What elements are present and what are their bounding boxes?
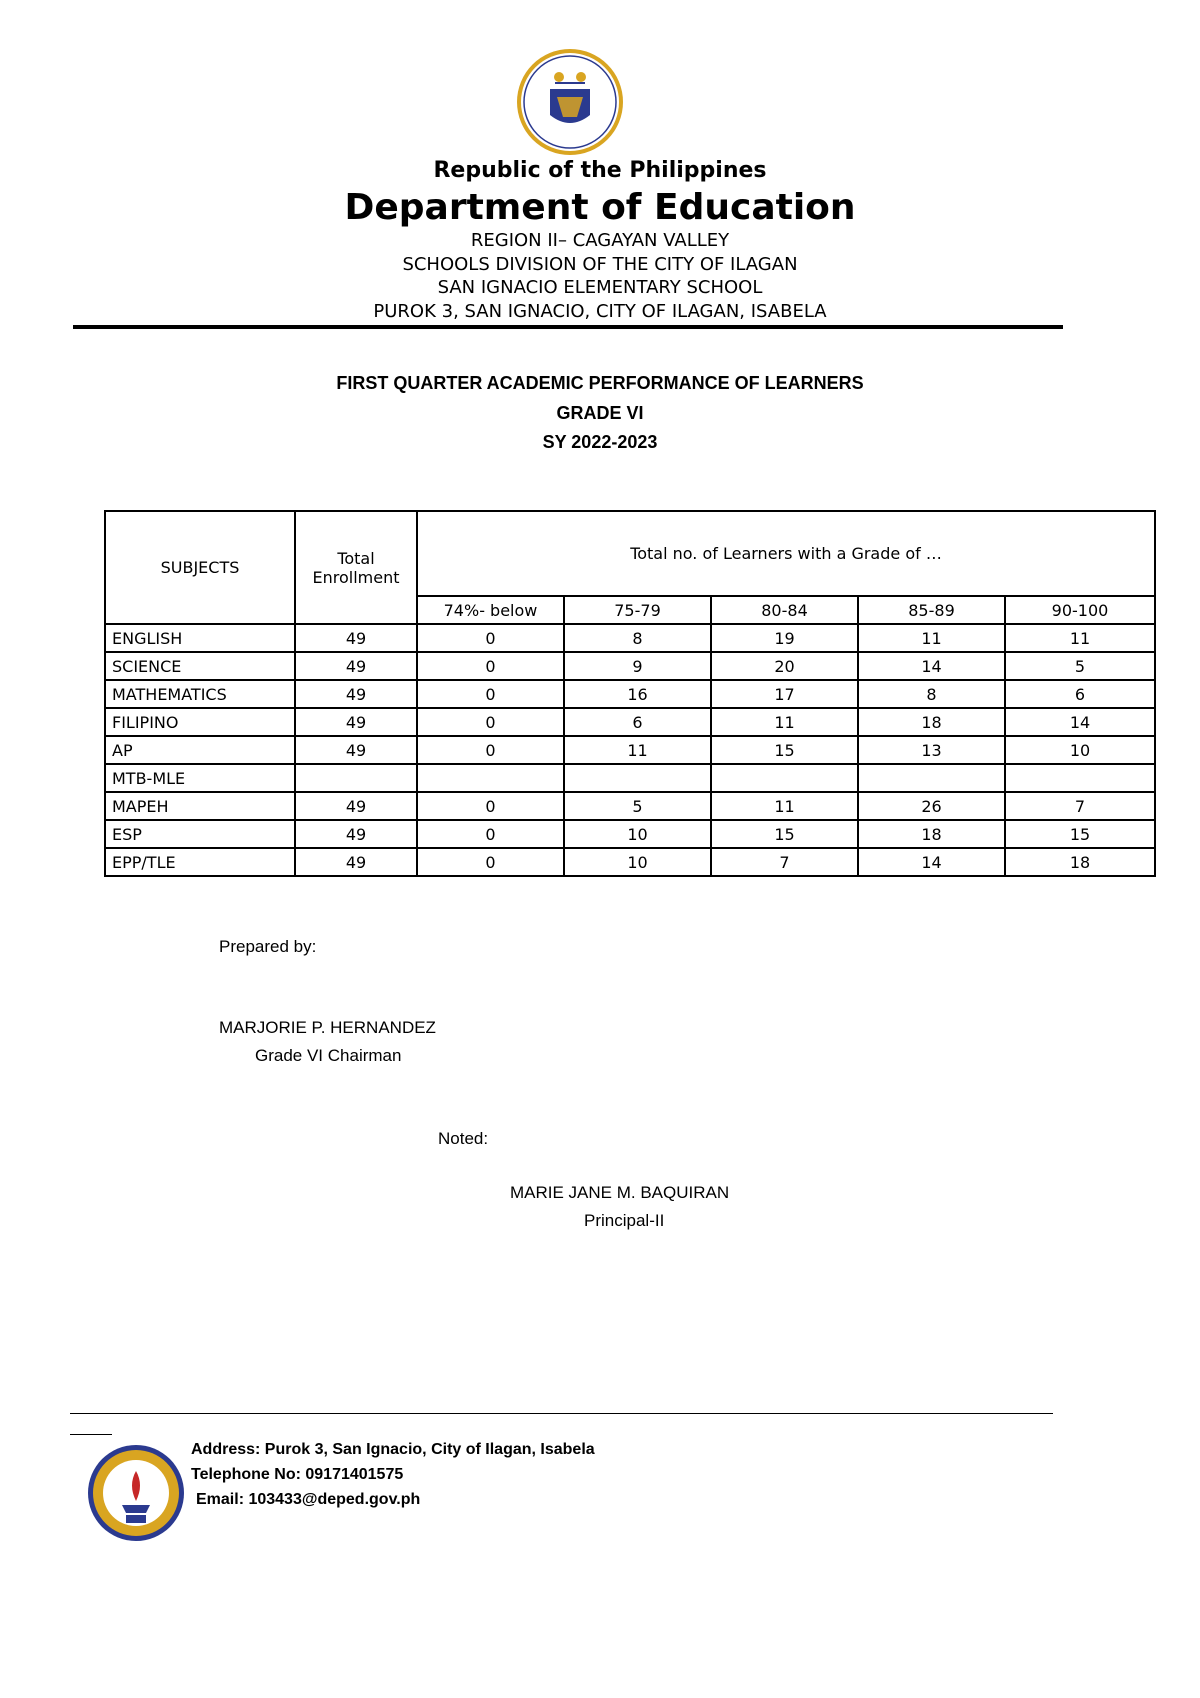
report-title: FIRST QUARTER ACADEMIC PERFORMANCE OF LEARNERS [336, 373, 864, 393]
grade-count-cell [1005, 764, 1155, 792]
grade-count-cell: 11 [1005, 624, 1155, 652]
prepared-by-name: MARJORIE P. HERNANDEZ [219, 1018, 436, 1037]
performance-table [104, 510, 1156, 877]
table-row [105, 848, 1155, 876]
grade-count-cell: 19 [711, 624, 858, 652]
grade-count-cell: 15 [711, 820, 858, 848]
enrollment-cell: 49 [295, 652, 417, 680]
report-grade: GRADE VI [556, 403, 644, 423]
grade-count-cell: 15 [1005, 820, 1155, 848]
department-heading: Department of Education [344, 187, 856, 228]
footer-divider [70, 1413, 1053, 1414]
subject-cell: SCIENCE [105, 652, 295, 680]
footer-address: Address: Purok 3, San Ignacio, City of Ilagan, Isabela [191, 1441, 595, 1458]
grade-count-cell: 15 [711, 736, 858, 764]
grade-count-cell: 8 [858, 680, 1005, 708]
table-row [105, 708, 1155, 736]
enrollment-cell: 49 [295, 820, 417, 848]
grade-count-cell [711, 764, 858, 792]
grade-count-cell: 0 [417, 792, 564, 820]
school-seal-logo [86, 1443, 186, 1543]
republic-heading: Republic of the Philippines [433, 158, 767, 183]
table-row [105, 624, 1155, 652]
grade-count-cell: 26 [858, 792, 1005, 820]
enrollment-cell: 49 [295, 680, 417, 708]
grade-count-cell: 8 [564, 624, 711, 652]
subject-cell: EPP/TLE [105, 848, 295, 876]
noted-by-name: MARIE JANE M. BAQUIRAN [510, 1183, 730, 1202]
subject-cell: ESP [105, 820, 295, 848]
grade-count-cell: 14 [1005, 708, 1155, 736]
report-school-year: SY 2022-2023 [542, 432, 658, 452]
grade-count-cell: 7 [1005, 792, 1155, 820]
table-row [105, 652, 1155, 680]
grade-count-cell: 0 [417, 652, 564, 680]
table-row [105, 736, 1155, 764]
enrollment-cell [295, 764, 417, 792]
grade-count-cell: 10 [1005, 736, 1155, 764]
grade-count-cell: 7 [711, 848, 858, 876]
table-row [105, 764, 1155, 792]
prepared-by-role: Grade VI Chairman [255, 1046, 402, 1065]
grade-count-cell: 0 [417, 624, 564, 652]
table-row [105, 820, 1155, 848]
footer-phone: Telephone No: 09171401575 [191, 1466, 404, 1483]
grade-count-cell: 10 [564, 820, 711, 848]
grade-count-cell: 11 [711, 708, 858, 736]
grade-count-cell: 11 [858, 624, 1005, 652]
grade-count-cell: 16 [564, 680, 711, 708]
prepared-by-label: Prepared by: [219, 937, 317, 956]
performance-table-body [105, 624, 1155, 876]
subject-cell: MATHEMATICS [105, 680, 295, 708]
noted-label: Noted: [438, 1129, 489, 1148]
grade-count-cell [564, 764, 711, 792]
enrollment-cell: 49 [295, 792, 417, 820]
enrollment-cell: 49 [295, 848, 417, 876]
grade-count-cell: 18 [1005, 848, 1155, 876]
school-address-line: PUROK 3, SAN IGNACIO, CITY OF ILAGAN, ISABELA [373, 301, 827, 322]
grade-count-cell: 14 [858, 848, 1005, 876]
grade-count-cell: 17 [711, 680, 858, 708]
enrollment-cell: 49 [295, 708, 417, 736]
grade-count-cell: 14 [858, 652, 1005, 680]
grade-count-cell: 5 [1005, 652, 1155, 680]
division-line: SCHOOLS DIVISION OF THE CITY OF ILAGAN [402, 254, 798, 275]
header-range: 85-89 [858, 596, 1005, 624]
grade-count-cell: 0 [417, 820, 564, 848]
grade-count-cell: 11 [711, 792, 858, 820]
grade-count-cell: 18 [858, 708, 1005, 736]
header-range: 90-100 [1005, 596, 1155, 624]
subject-cell: FILIPINO [105, 708, 295, 736]
subject-cell: ENGLISH [105, 624, 295, 652]
grade-count-cell: 0 [417, 708, 564, 736]
enrollment-cell: 49 [295, 736, 417, 764]
header-divider [73, 325, 1063, 329]
header-grade-group: Total no. of Learners with a Grade of … [417, 511, 1155, 596]
deped-seal-logo [515, 47, 625, 157]
enrollment-cell: 49 [295, 624, 417, 652]
table-row [105, 680, 1155, 708]
grade-count-cell [858, 764, 1005, 792]
grade-count-cell: 11 [564, 736, 711, 764]
header-range: 75-79 [564, 596, 711, 624]
grade-count-cell: 0 [417, 680, 564, 708]
subject-cell: AP [105, 736, 295, 764]
grade-count-cell: 9 [564, 652, 711, 680]
header-range: 74%- below [417, 596, 564, 624]
region-line: REGION II– CAGAYAN VALLEY [470, 230, 730, 251]
grade-count-cell: 13 [858, 736, 1005, 764]
grade-count-cell: 0 [417, 736, 564, 764]
noted-by-role: Principal-II [584, 1211, 665, 1230]
grade-count-cell: 0 [417, 848, 564, 876]
footer-email: Email: 103433@deped.gov.ph [196, 1491, 421, 1508]
footer-short-rule [70, 1434, 112, 1435]
school-line: SAN IGNACIO ELEMENTARY SCHOOL [437, 277, 763, 298]
grade-count-cell: 20 [711, 652, 858, 680]
subject-cell: MAPEH [105, 792, 295, 820]
subject-cell: MTB-MLE [105, 764, 295, 792]
grade-count-cell: 5 [564, 792, 711, 820]
header-total-enrollment: Total Enrollment [295, 511, 417, 624]
grade-count-cell: 6 [1005, 680, 1155, 708]
table-row [105, 792, 1155, 820]
header-range: 80-84 [711, 596, 858, 624]
grade-count-cell [417, 764, 564, 792]
grade-count-cell: 10 [564, 848, 711, 876]
grade-count-cell: 6 [564, 708, 711, 736]
header-subjects: SUBJECTS [105, 511, 295, 624]
grade-count-cell: 18 [858, 820, 1005, 848]
